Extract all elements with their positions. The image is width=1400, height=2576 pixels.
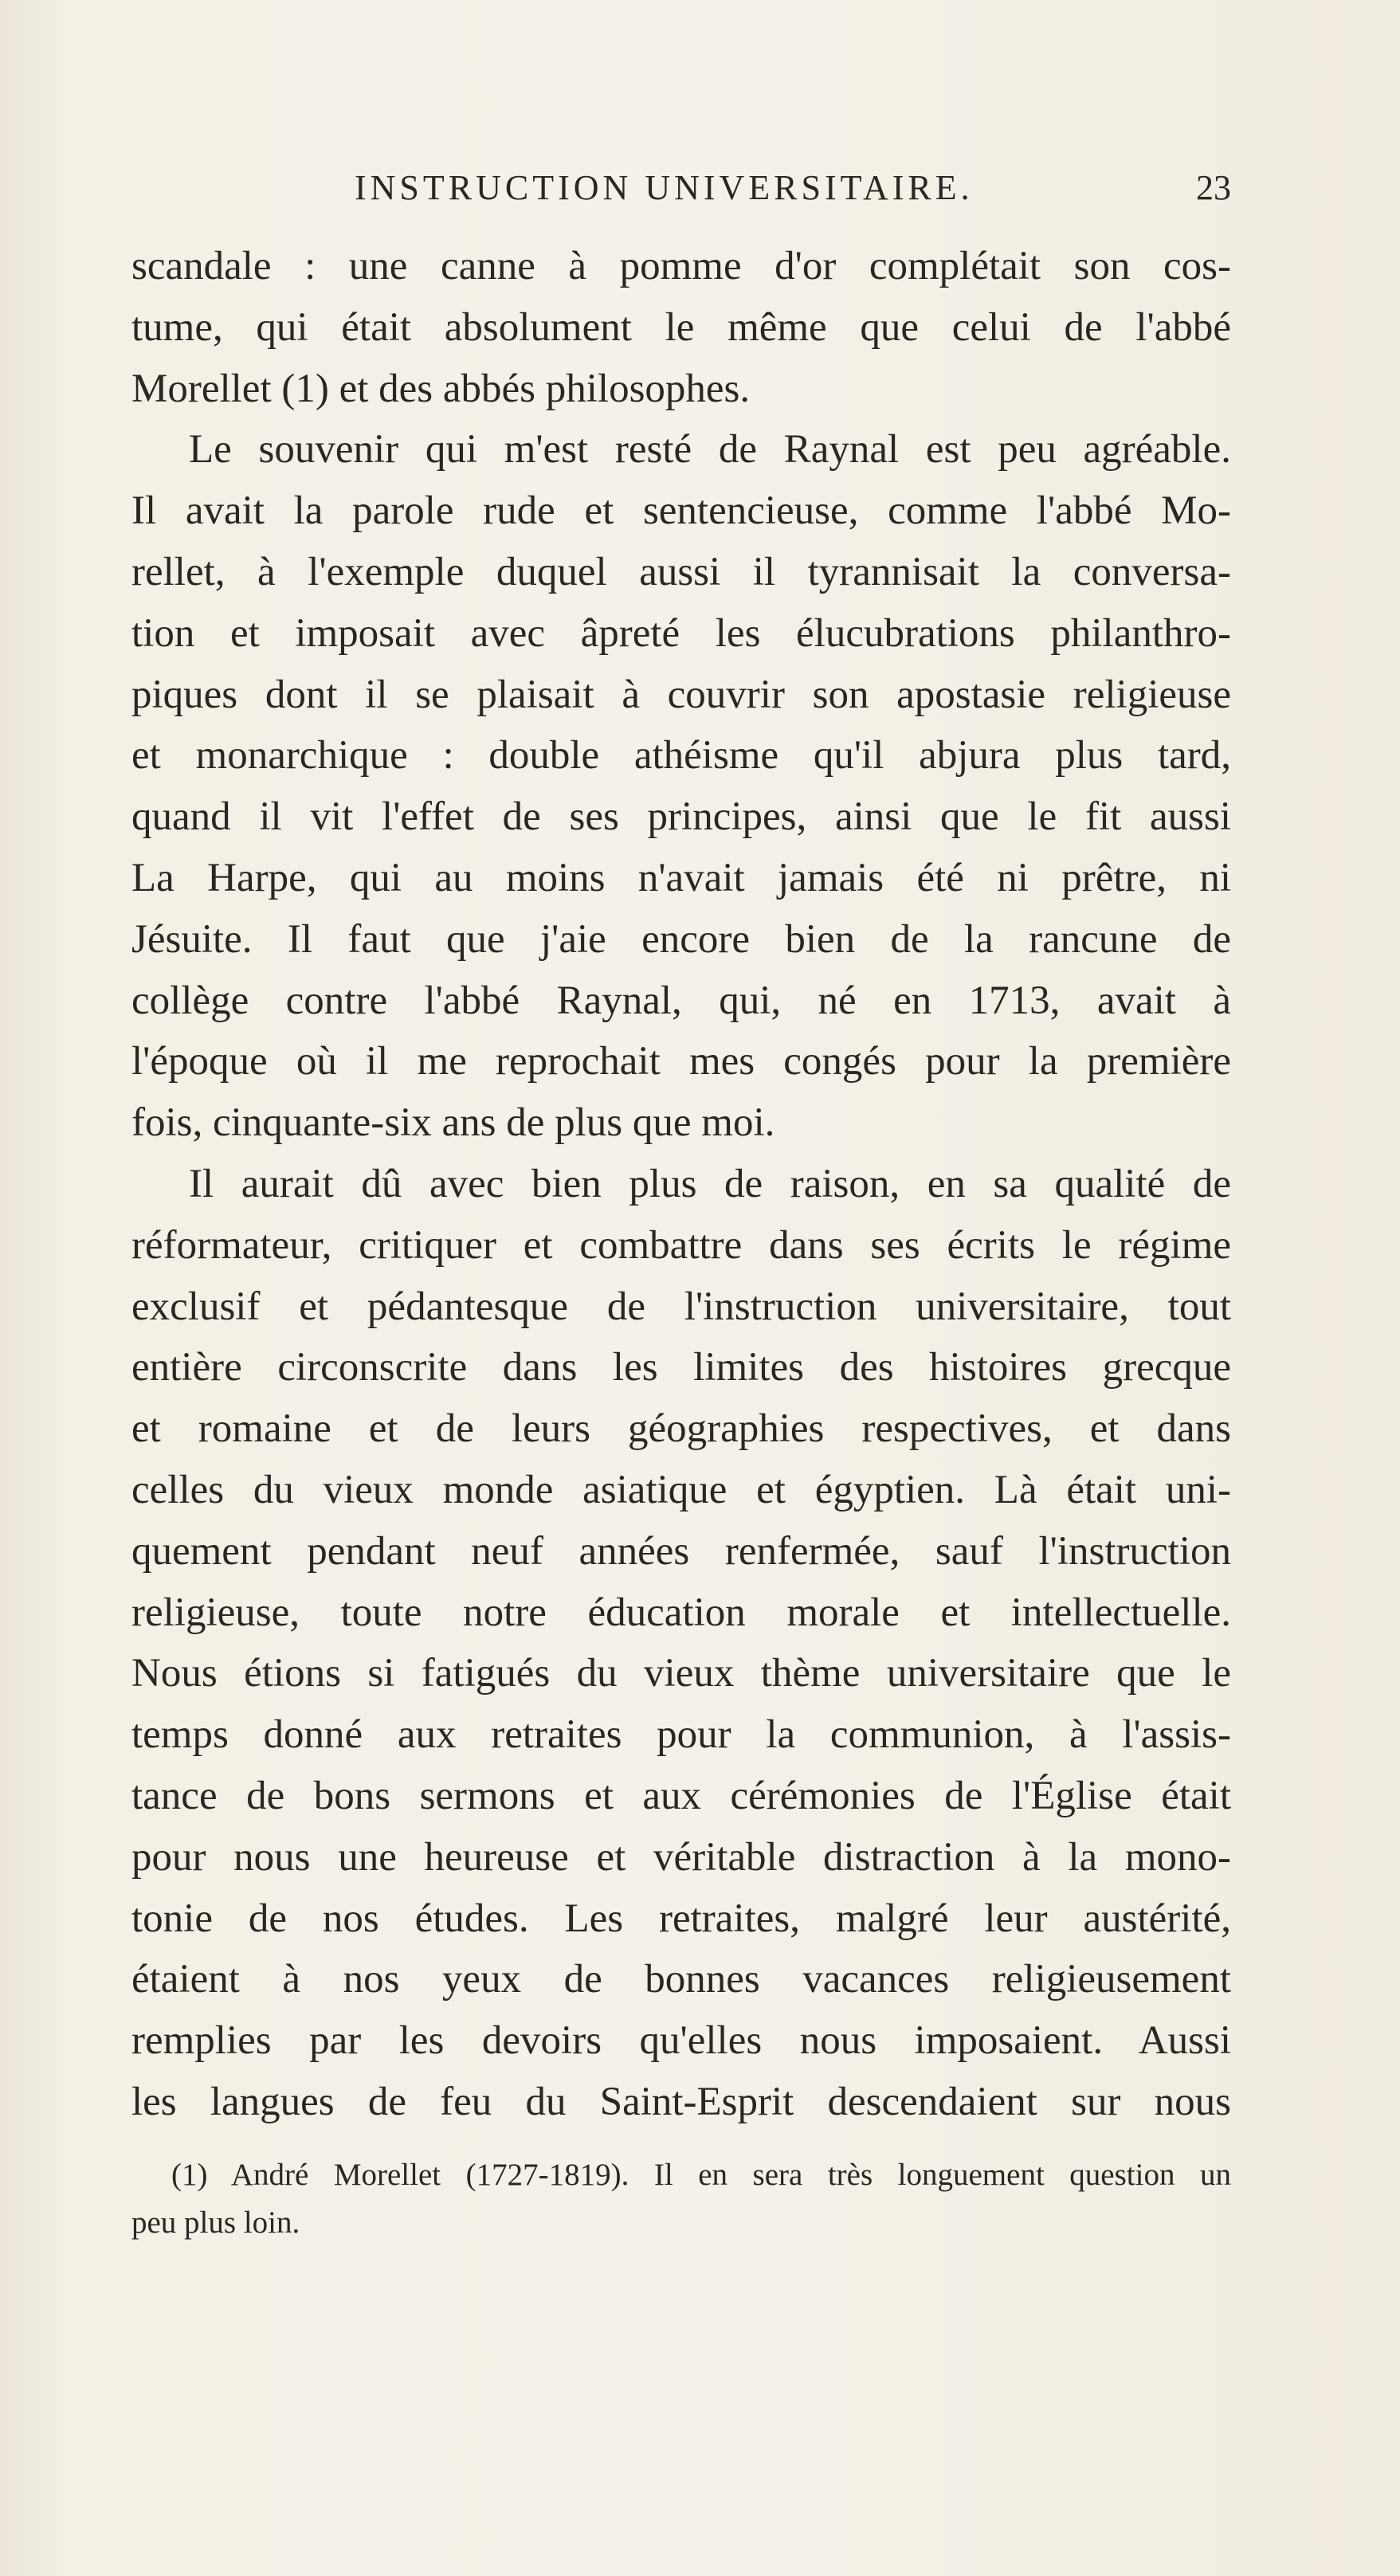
text-line: fois, cinquante-six ans de plus que moi. [131,1100,775,1146]
text-line: celles du vieux monde asiatique et égyptien. Là était uni- [131,1467,1231,1512]
text-line: les langues de feu du Saint-Esprit descendaient sur nous [131,2079,1231,2124]
text-line: Morellet (1) et des abbés philosophes. [131,366,751,411]
text-line: remplies par les devoirs qu'elles nous imposaient. Aussi [131,2018,1231,2064]
footnote-line: (1) André Morellet (1727-1819). Il en sera très longuement question un [171,2158,1231,2192]
page-number: 23 [1196,168,1231,207]
text-line: et romaine et de leurs géographies respectives, et dans [131,1406,1231,1452]
text-line: Il avait la parole rude et sentencieuse, comme l'abbé Mo- [131,488,1231,534]
text-line: réformateur, critiquer et combattre dans ses écrits le régime [131,1222,1231,1268]
running-title: INSTRUCTION UNIVERSITAIRE. [355,168,974,207]
text-line: scandale : une canne à pomme d'or complétait son cos- [131,244,1231,288]
text-line: Le souvenir qui m'est resté de Raynal est peu agréable. [189,427,1231,472]
text-line: collège contre l'abbé Raynal, qui, né en 1713, avait à [131,978,1231,1023]
text-line: quement pendant neuf années renfermée, sauf l'instruction [131,1528,1231,1574]
text-line: piques dont il se plaisait à couvrir son apostasie religieuse [131,672,1231,717]
text-line: et monarchique : double athéisme qu'il abjura plus tard, [131,733,1231,778]
text-line: étaient à nos yeux de bonnes vacances religieusement [131,1957,1231,2002]
text-line: tonie de nos études. Les retraites, malgré leur austérité, [131,1896,1231,1941]
text-line: La Harpe, qui au moins n'avait jamais été ni prêtre, ni [131,855,1231,900]
text-line: Nous étions si fatigués du vieux thème universitaire que le [131,1651,1231,1696]
text-line: religieuse, toute notre éducation morale et intellectuelle. [131,1590,1231,1635]
body-text [131,236,1231,2133]
text-line: temps donné aux retraites pour la communion, à l'assis- [131,1712,1231,1758]
text-line: rellet, à l'exemple duquel aussi il tyrannisait la conversa- [131,549,1231,594]
page-header [131,167,1231,215]
text-line: tume, qui était absolument le même que celui de l'abbé [131,304,1231,350]
text-line: Jésuite. Il faut que j'aie encore bien de la rancune de [131,916,1231,962]
footnotes [131,2151,1231,2247]
text-line: entière circonscrite dans les limites des histoires grecque [131,1345,1231,1390]
text-line: tance de bons sermons et aux cérémonies de l'Église était [131,1773,1231,1818]
footnote-line: peu plus loin. [131,2205,300,2240]
text-line: l'époque où il me reprochait mes congés pour la première [131,1039,1231,1084]
text-line: tion et imposait avec âpreté les élucubrations philanthro- [131,610,1231,656]
text-line: pour nous une heureuse et véritable distraction à la mono- [131,1834,1231,1880]
text-line: exclusif et pédantesque de l'instruction universitaire, tout [131,1284,1231,1329]
text-line: quand il vit l'effet de ses principes, ainsi que le fit aussi [131,794,1231,840]
text-line: Il aurait dû avec bien plus de raison, en sa qualité de [189,1161,1231,1206]
